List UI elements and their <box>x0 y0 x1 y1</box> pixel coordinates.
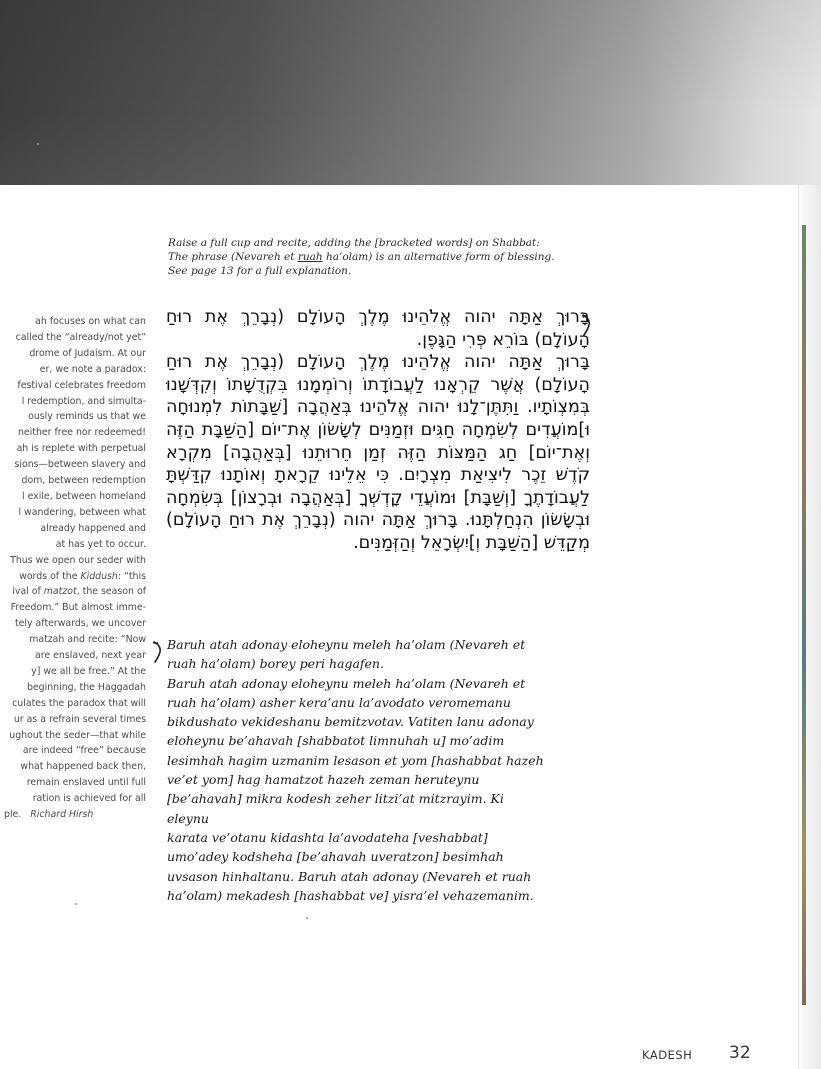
commentary-sidebar <box>0 314 146 823</box>
sidebar-line: y] we all be free.” At the <box>31 665 146 677</box>
page-edge-strip <box>798 185 821 1069</box>
sidebar-line: l redemption, and simulta- <box>21 395 146 407</box>
sidebar-line: festival celebrates freedom <box>17 379 146 391</box>
sidebar-line: ously reminds us that we <box>28 411 146 423</box>
sidebar-line: sions—between slavery and <box>14 459 146 471</box>
sidebar-text: ple. <box>4 809 22 821</box>
translit-line: eloheynu be’ahavah [shabbatot limnuhah u] mo’adim <box>167 733 505 749</box>
sidebar-line <box>0 584 146 600</box>
sidebar-line: already happened and <box>40 522 146 534</box>
instruction-line-1: Raise a full cup and recite, adding the [bracketed words] on Shabbat: <box>168 237 540 249</box>
instruction-line-3: See page 13 for a full explanation. <box>168 265 352 277</box>
sidebar-italic: Kiddush <box>80 570 118 582</box>
sidebar-line <box>0 569 146 585</box>
sidebar-line: are enslaved, next year <box>35 650 146 662</box>
sidebar-text: , the season of <box>76 586 146 598</box>
translit-line: ve’et yom] hag hamatzot hazeh zeman heruteynu <box>167 772 480 788</box>
sidebar-line: matzah and recite: “Now <box>29 634 146 646</box>
sidebar-line: ah is replete with perpetual <box>16 443 146 455</box>
page-number: 32 <box>729 1043 751 1063</box>
translit-line: Baruh atah adonay eloheynu meleh ha’olam (Nevareh et <box>167 637 526 652</box>
instruction-note <box>168 236 568 278</box>
translit-line: bikdushato vekideshanu bemitzvotav. Vatiten lanu adonay <box>167 714 534 730</box>
translit-line: ruah ha’olam) borey peri hagafen. <box>167 656 384 672</box>
sidebar-line: beginning, the Haggadah <box>26 681 146 693</box>
header-photo <box>0 0 821 185</box>
sidebar-line: ughout the seder—that while <box>9 729 146 741</box>
sidebar-text: ival of <box>12 586 44 598</box>
sidebar-line: er, we note a paradox: <box>39 363 146 375</box>
instruction-line-2-part-a: The phrase (Nevareh et <box>168 251 298 263</box>
hebrew-blessing-wine: בָּרוּךְ אַתָּה יהוה אֱלֹהֵינוּ מֶלֶךְ הָעוֹלָם (נְבָרֵךְ אֶת רוּחַ הָעוֹלָם) בּוֹרֵא פְּרִי הַגָּפֶן. <box>166 307 590 350</box>
sidebar-line: remain enslaved until full <box>26 777 146 789</box>
translit-line: Baruh atah adonay eloheynu meleh ha’olam (Nevareh et <box>167 675 526 691</box>
instruction-line-2 <box>168 250 568 264</box>
sidebar-line: l exile, between homeland <box>21 490 146 502</box>
sidebar-line: drome of Judaism. At our <box>29 347 146 359</box>
sidebar-text: words of the <box>19 570 81 582</box>
translit-line: ruah ha’olam) asher kera’anu la’avodato veromemanu <box>167 694 511 710</box>
translit-line: karata ve’otanu kidashta la’avodateha [veshabbat] <box>167 829 488 845</box>
sidebar-line: neither free nor redeemed! <box>17 427 146 439</box>
sidebar-line: what happened back then, <box>20 761 146 773</box>
sidebar-line: called the “already/not yet” <box>15 331 146 343</box>
instruction-line-2-underlined: ruah <box>297 251 323 263</box>
hebrew-blessings <box>166 306 590 555</box>
page-speck <box>306 917 308 919</box>
sidebar-author: Richard Hirsh <box>30 809 94 821</box>
translit-line: ha’olam) mekadesh [hashabbat ve] yisra’el vehazemanim. <box>167 887 534 903</box>
translit-line: umo’adey kodsheha [be’ahavah uveratzon] besimhah <box>167 849 504 865</box>
page-speck <box>37 143 39 145</box>
cup-icon <box>152 641 163 663</box>
sidebar-line: culates the paradox that will <box>12 697 146 709</box>
page-speck <box>75 903 77 905</box>
sidebar-line: l wandering, between what <box>18 506 146 518</box>
sidebar-line: Freedom.” But almost imme- <box>10 602 146 614</box>
instruction-line-2-part-b: ha’olam) is an alternative form of blessing. <box>322 251 555 263</box>
hebrew-blessing-kiddush: בָּרוּךְ אַתָּה יהוה אֱלֹהֵינוּ מֶלֶךְ הָעוֹלָם (נְבָרֵךְ אֶת רוּחַ הָעוֹלָם) אֲשֶׁר קֵרְאָנוּ לַעֲבוֹדָתוֹ וְרוֹמְמָנוּ בִּקְדֻשָּׁתוֹ וְקִדְּשָׁנוּ בְּמִצְוֹתָיו. וַתִּתֶּן־לָנוּ יהוה אֱלֹהֵינוּ בְּאַהֲבָה [שַׁבָּתוֹת לִמְנוּחָה וּ]מוֹעֲדִים לְשִׂמְחָה חַגִּים וּזְמַנִּים לְשָׂשׂוֹן אֶת־יוֹם [הַשַּׁבָּת הַזֶּה וְאֶת־יוֹם] חַג הַמַּצּוֹת הַזֶּה זְמַן חֵרוּתֵנוּ [בְּאַהֲבָה] מִקְרָא קֹדֶשׁ זֵכֶר לִיצִיאַת מִצְרָיִם. כִּי אֵלֵינוּ קֵרָאתָ וְאוֹתָנוּ קִדַּשְׁתָּ לַעֲבוֹדָתֶךָ [וְשַׁבָּת] וּמוֹעֲדֵי קָדְשְׁךָ [בְּאַהֲבָה וּבְרָצוֹן] בְּשִׂמְחָה וּבְשָׂשׂוֹן הִנְחַלְתָּנוּ. בָּרוּךְ אַתָּה יהוה (נְבָרֵךְ אֶת רוּחַ הָעוֹלָם) מְקַדֵּשׁ [הַשַּׁבָּת וְ]יִשְׂרָאֵל וְהַזְּמַנִּים. <box>166 352 590 553</box>
sidebar-line: ration is achieved for all <box>32 793 146 805</box>
sidebar-line: dom, between redemption <box>21 475 146 487</box>
translit-line: uvsason hinhaltanu. Baruh atah adonay (Nevareh et ruah <box>167 868 532 884</box>
sidebar-line: ah focuses on what can <box>35 316 146 327</box>
sidebar-line: tely afterwards, we uncover <box>14 618 146 630</box>
sidebar-line: Thus we open our seder with <box>10 554 146 566</box>
translit-line: [be’ahavah] mikra kodesh zeher litzi’at mitzrayim. Ki eleynu <box>167 791 504 826</box>
translit-line: lesimhah hagim uzmanim lesason et yom [hashabbat hazeh <box>167 752 544 768</box>
sidebar-line: are indeed “free” because <box>22 745 146 757</box>
section-label: KADESH <box>642 1048 693 1062</box>
page-edge-accent <box>802 225 806 1005</box>
sidebar-italic: matzot <box>43 586 77 598</box>
sidebar-line: ur as a refrain several times <box>13 713 146 725</box>
sidebar-line <box>0 807 146 823</box>
sidebar-line: at has yet to occur. <box>55 538 146 550</box>
transliteration <box>167 635 547 905</box>
sidebar-text: : “this <box>117 570 146 582</box>
